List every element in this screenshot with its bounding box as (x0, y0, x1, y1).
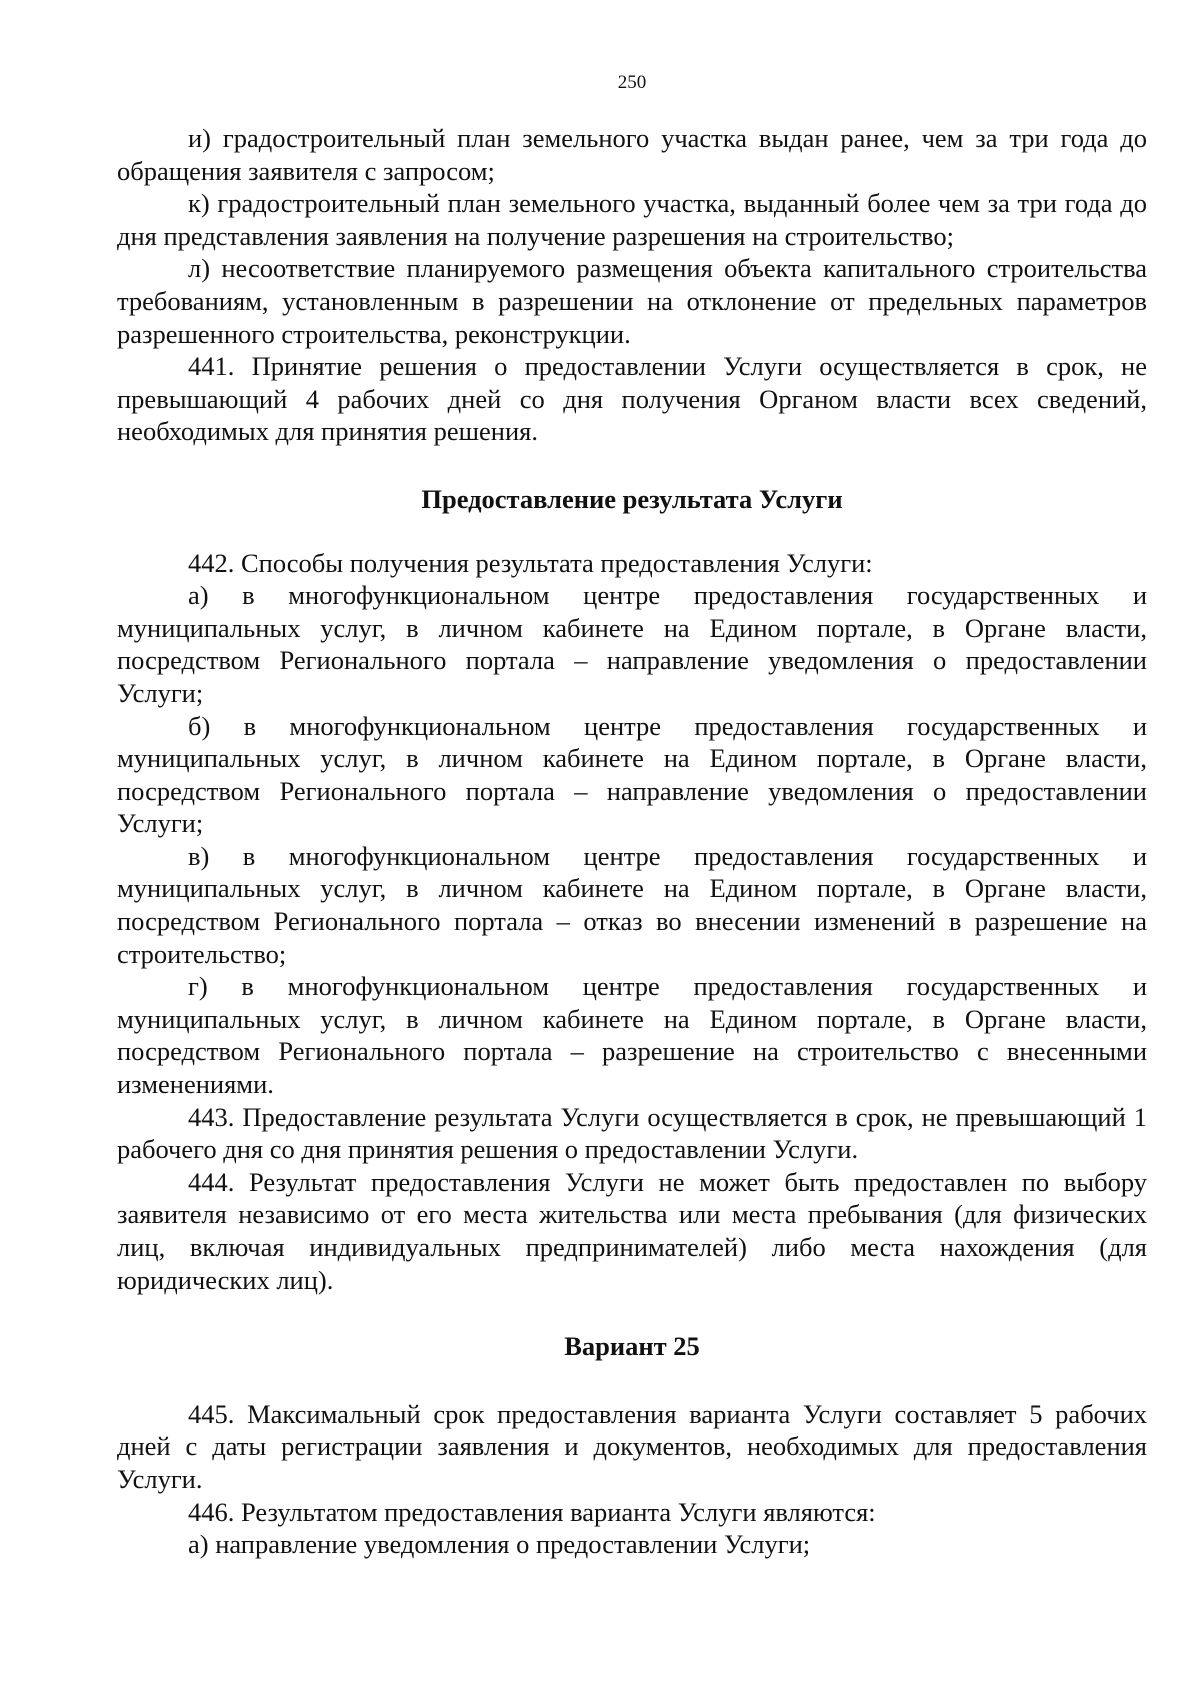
spacer (117, 1363, 1147, 1398)
paragraph-item-a: а) в многофункциональном центре предоставления государственных и муниципальных услуг, в личном кабинете на Едином портале, в Органе власти, посредством Регионального портала – направление уведомления о предоставлении Услуги; (117, 580, 1147, 708)
paragraph-item-v: в) в многофункциональном центре предоставления государственных и муниципальных услуг, в личном кабинете на Едином портале, в Органе власти, посредством Регионального портала – отказ во внесении изменений в разрешение на строительство; (117, 840, 1147, 969)
document-body (117, 122, 1147, 1561)
spacer (117, 516, 1147, 547)
page-number: 250 (617, 72, 647, 93)
section-heading-variant-25: Вариант 25 (564, 1331, 700, 1362)
paragraph-442: 442. Способы получения результата предоставления Услуги: (188, 547, 873, 578)
section-heading-result: Предоставление результата Услуги (421, 483, 843, 514)
paragraph-item-k: к) градостроительный план земельного участка, выданный более чем за три года до дня представления заявления на получение разрешения на строительство; (117, 188, 1147, 251)
spacer (117, 448, 1147, 483)
paragraph-443: 443. Предоставление результата Услуги осуществляется в срок, не превышающий 1 рабочего дня со дня принятия решения о предоставлении Услуги. (117, 1101, 1147, 1165)
spacer (117, 1296, 1147, 1330)
paragraph-item-a-result: а) направление уведомления о предоставлении Услуги; (188, 1529, 811, 1560)
paragraph-446: 446. Результатом предоставления варианта Услуги являются: (188, 1496, 876, 1527)
paragraph-item-l: л) несоответствие планируемого размещения объекта капитального строительства требованиям, установленным в разрешении на отклонение от предельных параметров разрешенного строительства, реконструкции. (117, 253, 1147, 349)
paragraph-441: 441. Принятие решения о предоставлении Услуги осуществляется в срок, не превышающий 4 рабочих дней со дня получения Органом власти всех сведений, необходимых для принятия решения. (117, 351, 1147, 447)
paragraph-item-g: г) в многофункциональном центре предоставления государственных и муниципальных услуг, в личном кабинете на Едином портале, в Органе власти, посредством Регионального портала – разрешение на строительство с внесенными изменениями. (117, 971, 1147, 1100)
paragraph-444: 444. Результат предоставления Услуги не может быть предоставлен по выбору заявителя независимо от его места жительства или места пребывания (для физических лиц, включая индивидуальных предпринимателей) либо места нахождения (для юридических лиц). (117, 1166, 1147, 1295)
paragraph-item-b: б) в многофункциональном центре предоставления государственных и муниципальных услуг, в личном кабинете на Едином портале, в Органе власти, посредством Регионального портала – направление уведомления о предоставлении Услуги; (117, 710, 1147, 839)
paragraph-445: 445. Максимальный срок предоставления варианта Услуги составляет 5 рабочих дней с даты регистрации заявления и документов, необходимых для предоставления Услуги. (117, 1398, 1147, 1494)
paragraph-item-i: и) градостроительный план земельного участка выдан ранее, чем за три года до обращения заявителя с запросом; (117, 123, 1147, 186)
